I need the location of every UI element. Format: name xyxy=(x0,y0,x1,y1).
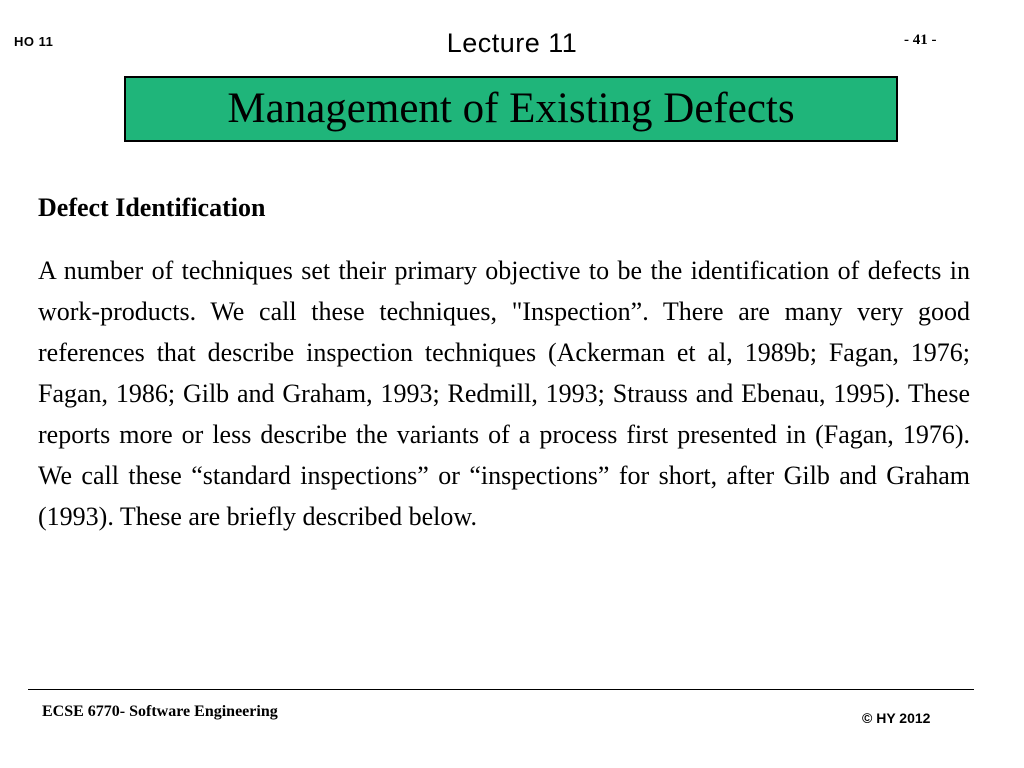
handout-label: HO 11 xyxy=(14,34,54,49)
copyright-label: © HY 2012 xyxy=(862,710,931,726)
footer-divider xyxy=(28,689,974,690)
slide-title-banner xyxy=(124,76,898,142)
course-label: ECSE 6770- Software Engineering xyxy=(42,703,278,720)
slide-title: Management of Existing Defects xyxy=(227,85,795,132)
body-paragraph: A number of techniques set their primary objective to be the identification of defects in work-products. We call these techniques, "Inspection”. There are many very good references that describe inspection techniques (Ackerman et al, 1989b; Fagan, 1976; Fagan, 1986; Gilb and Graham, 1993; Redmill, 1993; Strauss and Ebenau, 1995). These reports more or less describe the variants of a process first presented in (Fagan, 1976). We call these “standard inspections” or “inspections” for short, after Gilb and Graham (1993). These are briefly described below. xyxy=(38,256,970,531)
page-number: - 41 - xyxy=(904,32,937,48)
lecture-title: Lecture 11 xyxy=(446,28,578,58)
section-heading: Defect Identification xyxy=(38,193,266,222)
